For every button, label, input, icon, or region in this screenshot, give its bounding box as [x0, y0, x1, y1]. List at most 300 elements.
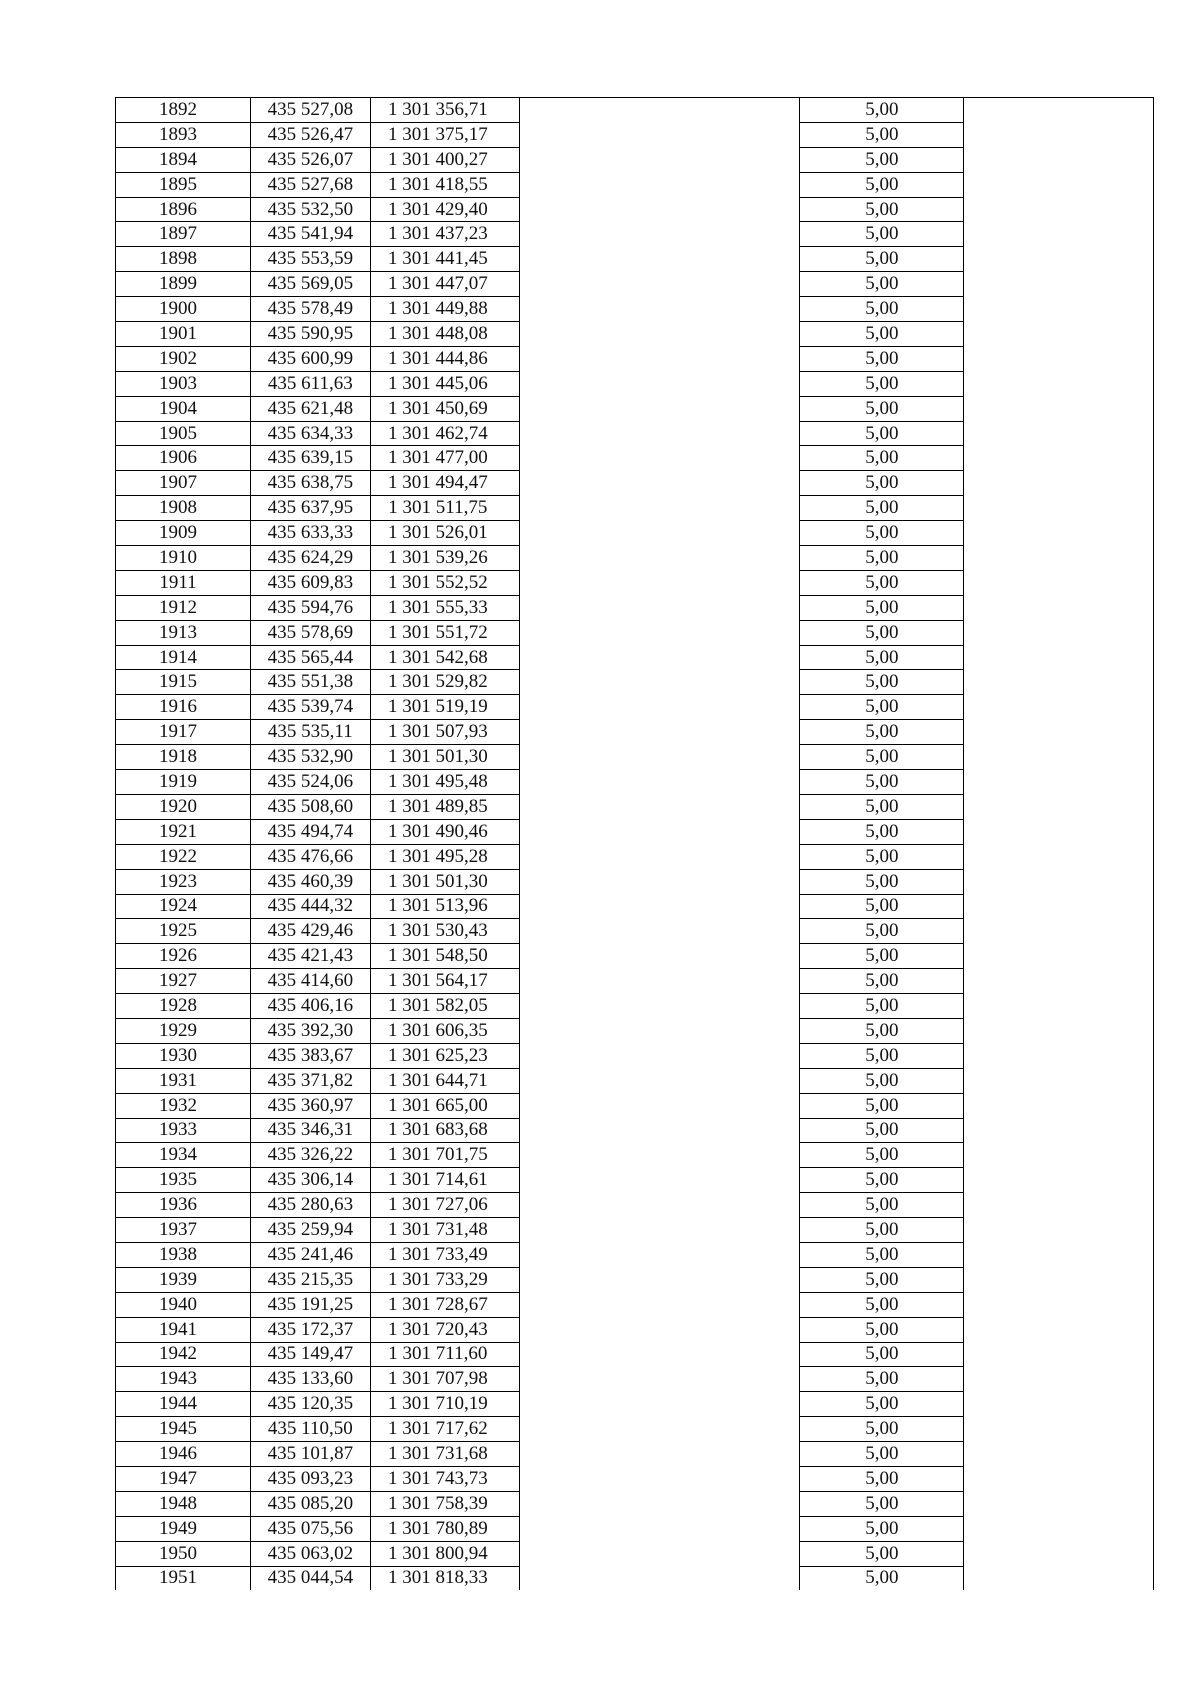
point-number-cell: 1930: [116, 1043, 251, 1068]
empty-cell: [964, 247, 1154, 272]
x-coordinate-cell: 435 120,35: [251, 1392, 371, 1417]
table-row: [116, 496, 1154, 521]
table-row: [116, 819, 1154, 844]
point-number-cell: 1943: [116, 1367, 251, 1392]
empty-cell: [520, 819, 800, 844]
y-coordinate-cell: 1 301 530,43: [370, 919, 519, 944]
y-coordinate-cell: 1 301 542,68: [370, 645, 519, 670]
distance-cell: 5,00: [800, 869, 964, 894]
empty-cell: [964, 1168, 1154, 1193]
table-row: [116, 1118, 1154, 1143]
empty-cell: [964, 1491, 1154, 1516]
y-coordinate-cell: 1 301 519,19: [370, 695, 519, 720]
empty-cell: [964, 396, 1154, 421]
point-number-cell: 1945: [116, 1417, 251, 1442]
y-coordinate-cell: 1 301 701,75: [370, 1143, 519, 1168]
empty-cell: [520, 645, 800, 670]
y-coordinate-cell: 1 301 733,29: [370, 1267, 519, 1292]
table-row: [116, 521, 1154, 546]
empty-cell: [520, 1317, 800, 1342]
empty-cell: [520, 1267, 800, 1292]
point-number-cell: 1911: [116, 570, 251, 595]
empty-cell: [964, 894, 1154, 919]
x-coordinate-cell: 435 063,02: [251, 1541, 371, 1566]
point-number-cell: 1894: [116, 147, 251, 172]
point-number-cell: 1899: [116, 272, 251, 297]
table-row: [116, 919, 1154, 944]
y-coordinate-cell: 1 301 731,48: [370, 1218, 519, 1243]
empty-cell: [964, 919, 1154, 944]
x-coordinate-cell: 435 541,94: [251, 222, 371, 247]
empty-cell: [520, 1541, 800, 1566]
y-coordinate-cell: 1 301 448,08: [370, 322, 519, 347]
y-coordinate-cell: 1 301 526,01: [370, 521, 519, 546]
point-number-cell: 1906: [116, 446, 251, 471]
table-row: [116, 98, 1154, 123]
distance-cell: 5,00: [800, 1541, 964, 1566]
empty-cell: [520, 1068, 800, 1093]
x-coordinate-cell: 435 551,38: [251, 670, 371, 695]
y-coordinate-cell: 1 301 552,52: [370, 570, 519, 595]
distance-cell: 5,00: [800, 944, 964, 969]
point-number-cell: 1931: [116, 1068, 251, 1093]
table-row: [116, 197, 1154, 222]
empty-cell: [964, 869, 1154, 894]
empty-cell: [964, 1267, 1154, 1292]
table-body: [116, 98, 1154, 1591]
x-coordinate-cell: 435 611,63: [251, 371, 371, 396]
point-number-cell: 1941: [116, 1317, 251, 1342]
distance-cell: 5,00: [800, 819, 964, 844]
x-coordinate-cell: 435 444,32: [251, 894, 371, 919]
empty-cell: [964, 1093, 1154, 1118]
x-coordinate-cell: 435 215,35: [251, 1267, 371, 1292]
distance-cell: 5,00: [800, 421, 964, 446]
y-coordinate-cell: 1 301 495,48: [370, 770, 519, 795]
y-coordinate-cell: 1 301 548,50: [370, 944, 519, 969]
x-coordinate-cell: 435 101,87: [251, 1442, 371, 1467]
x-coordinate-cell: 435 532,90: [251, 745, 371, 770]
distance-cell: 5,00: [800, 1068, 964, 1093]
point-number-cell: 1897: [116, 222, 251, 247]
distance-cell: 5,00: [800, 919, 964, 944]
empty-cell: [964, 1242, 1154, 1267]
x-coordinate-cell: 435 639,15: [251, 446, 371, 471]
empty-cell: [520, 446, 800, 471]
table-row: [116, 1541, 1154, 1566]
empty-cell: [964, 122, 1154, 147]
distance-cell: 5,00: [800, 297, 964, 322]
distance-cell: 5,00: [800, 496, 964, 521]
point-number-cell: 1896: [116, 197, 251, 222]
y-coordinate-cell: 1 301 375,17: [370, 122, 519, 147]
y-coordinate-cell: 1 301 437,23: [370, 222, 519, 247]
x-coordinate-cell: 435 429,46: [251, 919, 371, 944]
empty-cell: [520, 794, 800, 819]
distance-cell: 5,00: [800, 620, 964, 645]
point-number-cell: 1920: [116, 794, 251, 819]
point-number-cell: 1913: [116, 620, 251, 645]
point-number-cell: 1935: [116, 1168, 251, 1193]
point-number-cell: 1907: [116, 471, 251, 496]
empty-cell: [520, 1491, 800, 1516]
x-coordinate-cell: 435 637,95: [251, 496, 371, 521]
distance-cell: 5,00: [800, 172, 964, 197]
empty-cell: [964, 770, 1154, 795]
table-row: [116, 1168, 1154, 1193]
empty-cell: [520, 570, 800, 595]
empty-cell: [964, 1193, 1154, 1218]
table-row: [116, 1442, 1154, 1467]
x-coordinate-cell: 435 553,59: [251, 247, 371, 272]
y-coordinate-cell: 1 301 490,46: [370, 819, 519, 844]
distance-cell: 5,00: [800, 1143, 964, 1168]
table-row: [116, 1143, 1154, 1168]
table-row: [116, 1342, 1154, 1367]
point-number-cell: 1900: [116, 297, 251, 322]
point-number-cell: 1916: [116, 695, 251, 720]
table-row: [116, 546, 1154, 571]
x-coordinate-cell: 435 346,31: [251, 1118, 371, 1143]
table-row: [116, 297, 1154, 322]
point-number-cell: 1910: [116, 546, 251, 571]
x-coordinate-cell: 435 044,54: [251, 1566, 371, 1590]
y-coordinate-cell: 1 301 447,07: [370, 272, 519, 297]
y-coordinate-cell: 1 301 418,55: [370, 172, 519, 197]
distance-cell: 5,00: [800, 1367, 964, 1392]
x-coordinate-cell: 435 414,60: [251, 969, 371, 994]
x-coordinate-cell: 435 539,74: [251, 695, 371, 720]
table-row: [116, 969, 1154, 994]
y-coordinate-cell: 1 301 449,88: [370, 297, 519, 322]
table-row: [116, 1317, 1154, 1342]
point-number-cell: 1915: [116, 670, 251, 695]
empty-cell: [964, 844, 1154, 869]
x-coordinate-cell: 435 526,47: [251, 122, 371, 147]
point-number-cell: 1921: [116, 819, 251, 844]
table-row: [116, 147, 1154, 172]
empty-cell: [520, 197, 800, 222]
y-coordinate-cell: 1 301 400,27: [370, 147, 519, 172]
empty-cell: [520, 869, 800, 894]
empty-cell: [964, 1292, 1154, 1317]
y-coordinate-cell: 1 301 714,61: [370, 1168, 519, 1193]
y-coordinate-cell: 1 301 507,93: [370, 720, 519, 745]
empty-cell: [964, 1018, 1154, 1043]
x-coordinate-cell: 435 421,43: [251, 944, 371, 969]
x-coordinate-cell: 435 476,66: [251, 844, 371, 869]
table-row: [116, 595, 1154, 620]
distance-cell: 5,00: [800, 346, 964, 371]
distance-cell: 5,00: [800, 1442, 964, 1467]
distance-cell: 5,00: [800, 595, 964, 620]
x-coordinate-cell: 435 460,39: [251, 869, 371, 894]
empty-cell: [964, 371, 1154, 396]
point-number-cell: 1903: [116, 371, 251, 396]
distance-cell: 5,00: [800, 247, 964, 272]
y-coordinate-cell: 1 301 450,69: [370, 396, 519, 421]
distance-cell: 5,00: [800, 1168, 964, 1193]
x-coordinate-cell: 435 578,69: [251, 620, 371, 645]
empty-cell: [964, 1118, 1154, 1143]
y-coordinate-cell: 1 301 720,43: [370, 1317, 519, 1342]
point-number-cell: 1934: [116, 1143, 251, 1168]
empty-cell: [964, 944, 1154, 969]
distance-cell: 5,00: [800, 994, 964, 1019]
x-coordinate-cell: 435 149,47: [251, 1342, 371, 1367]
empty-cell: [964, 1043, 1154, 1068]
empty-cell: [520, 894, 800, 919]
point-number-cell: 1944: [116, 1392, 251, 1417]
empty-cell: [964, 521, 1154, 546]
empty-cell: [964, 322, 1154, 347]
table-row: [116, 994, 1154, 1019]
empty-cell: [964, 197, 1154, 222]
empty-cell: [964, 994, 1154, 1019]
y-coordinate-cell: 1 301 495,28: [370, 844, 519, 869]
distance-cell: 5,00: [800, 98, 964, 123]
y-coordinate-cell: 1 301 711,60: [370, 1342, 519, 1367]
y-coordinate-cell: 1 301 800,94: [370, 1541, 519, 1566]
y-coordinate-cell: 1 301 564,17: [370, 969, 519, 994]
empty-cell: [520, 919, 800, 944]
point-number-cell: 1902: [116, 346, 251, 371]
y-coordinate-cell: 1 301 665,00: [370, 1093, 519, 1118]
point-number-cell: 1914: [116, 645, 251, 670]
point-number-cell: 1901: [116, 322, 251, 347]
point-number-cell: 1928: [116, 994, 251, 1019]
y-coordinate-cell: 1 301 644,71: [370, 1068, 519, 1093]
point-number-cell: 1918: [116, 745, 251, 770]
empty-cell: [964, 297, 1154, 322]
y-coordinate-cell: 1 301 489,85: [370, 794, 519, 819]
distance-cell: 5,00: [800, 969, 964, 994]
empty-cell: [520, 1242, 800, 1267]
x-coordinate-cell: 435 508,60: [251, 794, 371, 819]
table-row: [116, 371, 1154, 396]
empty-cell: [520, 670, 800, 695]
point-number-cell: 1904: [116, 396, 251, 421]
empty-cell: [520, 1193, 800, 1218]
point-number-cell: 1933: [116, 1118, 251, 1143]
distance-cell: 5,00: [800, 272, 964, 297]
empty-cell: [520, 471, 800, 496]
x-coordinate-cell: 435 371,82: [251, 1068, 371, 1093]
empty-cell: [964, 1218, 1154, 1243]
table-row: [116, 894, 1154, 919]
empty-cell: [520, 1516, 800, 1541]
point-number-cell: 1924: [116, 894, 251, 919]
distance-cell: 5,00: [800, 1342, 964, 1367]
distance-cell: 5,00: [800, 720, 964, 745]
x-coordinate-cell: 435 594,76: [251, 595, 371, 620]
point-number-cell: 1942: [116, 1342, 251, 1367]
empty-cell: [520, 1218, 800, 1243]
y-coordinate-cell: 1 301 758,39: [370, 1491, 519, 1516]
table-row: [116, 670, 1154, 695]
empty-cell: [964, 620, 1154, 645]
table-row: [116, 1093, 1154, 1118]
table-row: [116, 272, 1154, 297]
empty-cell: [520, 496, 800, 521]
empty-cell: [520, 1093, 800, 1118]
x-coordinate-cell: 435 085,20: [251, 1491, 371, 1516]
empty-cell: [964, 1566, 1154, 1590]
distance-cell: 5,00: [800, 1043, 964, 1068]
empty-cell: [964, 720, 1154, 745]
table-row: [116, 570, 1154, 595]
table-row: [116, 1491, 1154, 1516]
y-coordinate-cell: 1 301 727,06: [370, 1193, 519, 1218]
x-coordinate-cell: 435 306,14: [251, 1168, 371, 1193]
x-coordinate-cell: 435 624,29: [251, 546, 371, 571]
distance-cell: 5,00: [800, 471, 964, 496]
point-number-cell: 1937: [116, 1218, 251, 1243]
distance-cell: 5,00: [800, 1466, 964, 1491]
empty-cell: [520, 620, 800, 645]
empty-cell: [964, 471, 1154, 496]
table-row: [116, 720, 1154, 745]
table-row: [116, 1516, 1154, 1541]
empty-cell: [520, 122, 800, 147]
x-coordinate-cell: 435 259,94: [251, 1218, 371, 1243]
y-coordinate-cell: 1 301 501,30: [370, 745, 519, 770]
empty-cell: [964, 1442, 1154, 1467]
empty-cell: [964, 496, 1154, 521]
distance-cell: 5,00: [800, 1491, 964, 1516]
point-number-cell: 1912: [116, 595, 251, 620]
distance-cell: 5,00: [800, 1093, 964, 1118]
empty-cell: [964, 98, 1154, 123]
point-number-cell: 1929: [116, 1018, 251, 1043]
table-row: [116, 1018, 1154, 1043]
coordinates-table: [115, 97, 1154, 1590]
empty-cell: [964, 1367, 1154, 1392]
empty-cell: [964, 446, 1154, 471]
table-row: [116, 1218, 1154, 1243]
point-number-cell: 1905: [116, 421, 251, 446]
empty-cell: [520, 546, 800, 571]
x-coordinate-cell: 435 590,95: [251, 322, 371, 347]
x-coordinate-cell: 435 621,48: [251, 396, 371, 421]
y-coordinate-cell: 1 301 494,47: [370, 471, 519, 496]
distance-cell: 5,00: [800, 894, 964, 919]
point-number-cell: 1898: [116, 247, 251, 272]
y-coordinate-cell: 1 301 441,45: [370, 247, 519, 272]
table-row: [116, 446, 1154, 471]
empty-cell: [964, 645, 1154, 670]
distance-cell: 5,00: [800, 1292, 964, 1317]
distance-cell: 5,00: [800, 396, 964, 421]
point-number-cell: 1893: [116, 122, 251, 147]
table-row: [116, 122, 1154, 147]
empty-cell: [964, 670, 1154, 695]
point-number-cell: 1938: [116, 1242, 251, 1267]
table-row: [116, 844, 1154, 869]
empty-cell: [520, 1168, 800, 1193]
empty-cell: [964, 794, 1154, 819]
y-coordinate-cell: 1 301 717,62: [370, 1417, 519, 1442]
point-number-cell: 1948: [116, 1491, 251, 1516]
distance-cell: 5,00: [800, 1417, 964, 1442]
table-row: [116, 770, 1154, 795]
table-row: [116, 620, 1154, 645]
distance-cell: 5,00: [800, 1118, 964, 1143]
empty-cell: [520, 695, 800, 720]
point-number-cell: 1925: [116, 919, 251, 944]
x-coordinate-cell: 435 494,74: [251, 819, 371, 844]
empty-cell: [964, 172, 1154, 197]
distance-cell: 5,00: [800, 322, 964, 347]
distance-cell: 5,00: [800, 371, 964, 396]
x-coordinate-cell: 435 075,56: [251, 1516, 371, 1541]
y-coordinate-cell: 1 301 501,30: [370, 869, 519, 894]
empty-cell: [520, 720, 800, 745]
y-coordinate-cell: 1 301 539,26: [370, 546, 519, 571]
empty-cell: [964, 595, 1154, 620]
table-row: [116, 1043, 1154, 1068]
empty-cell: [964, 1342, 1154, 1367]
table-row: [116, 944, 1154, 969]
empty-cell: [520, 994, 800, 1019]
empty-cell: [520, 1417, 800, 1442]
point-number-cell: 1909: [116, 521, 251, 546]
distance-cell: 5,00: [800, 844, 964, 869]
empty-cell: [964, 147, 1154, 172]
x-coordinate-cell: 435 524,06: [251, 770, 371, 795]
x-coordinate-cell: 435 638,75: [251, 471, 371, 496]
x-coordinate-cell: 435 110,50: [251, 1417, 371, 1442]
y-coordinate-cell: 1 301 733,49: [370, 1242, 519, 1267]
table-row: [116, 396, 1154, 421]
point-number-cell: 1923: [116, 869, 251, 894]
table-row: [116, 1292, 1154, 1317]
table-row: [116, 1466, 1154, 1491]
x-coordinate-cell: 435 360,97: [251, 1093, 371, 1118]
distance-cell: 5,00: [800, 695, 964, 720]
empty-cell: [520, 222, 800, 247]
y-coordinate-cell: 1 301 462,74: [370, 421, 519, 446]
table-row: [116, 322, 1154, 347]
empty-cell: [520, 1392, 800, 1417]
empty-cell: [520, 595, 800, 620]
table-row: [116, 645, 1154, 670]
point-number-cell: 1927: [116, 969, 251, 994]
empty-cell: [520, 98, 800, 123]
empty-cell: [520, 322, 800, 347]
distance-cell: 5,00: [800, 1317, 964, 1342]
empty-cell: [520, 770, 800, 795]
distance-cell: 5,00: [800, 645, 964, 670]
empty-cell: [520, 172, 800, 197]
y-coordinate-cell: 1 301 356,71: [370, 98, 519, 123]
empty-cell: [520, 745, 800, 770]
x-coordinate-cell: 435 527,08: [251, 98, 371, 123]
point-number-cell: 1949: [116, 1516, 251, 1541]
empty-cell: [520, 272, 800, 297]
x-coordinate-cell: 435 527,68: [251, 172, 371, 197]
x-coordinate-cell: 435 280,63: [251, 1193, 371, 1218]
empty-cell: [520, 1018, 800, 1043]
x-coordinate-cell: 435 565,44: [251, 645, 371, 670]
distance-cell: 5,00: [800, 222, 964, 247]
point-number-cell: 1951: [116, 1566, 251, 1590]
distance-cell: 5,00: [800, 1193, 964, 1218]
empty-cell: [520, 1367, 800, 1392]
empty-cell: [964, 546, 1154, 571]
x-coordinate-cell: 435 133,60: [251, 1367, 371, 1392]
empty-cell: [964, 346, 1154, 371]
